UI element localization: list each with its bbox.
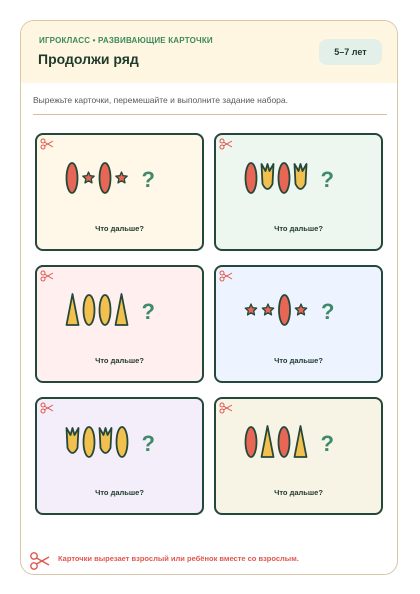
pattern-card[interactable] bbox=[214, 397, 383, 515]
card-caption: Что дальше? bbox=[274, 356, 323, 365]
yellow-oval-shape bbox=[84, 427, 95, 457]
red-oval-shape bbox=[279, 295, 290, 325]
yellow-triangle-shape bbox=[262, 426, 274, 457]
scissors-icon bbox=[29, 551, 51, 571]
footer-note: Карточки вырезает взрослый или ребёнок вместе со взрослым. bbox=[58, 554, 299, 563]
yellow-oval-shape bbox=[100, 295, 111, 325]
yellow-triangle-shape bbox=[295, 426, 307, 457]
question-mark: ? bbox=[141, 431, 155, 456]
question-mark: ? bbox=[320, 431, 334, 456]
worksheet bbox=[20, 20, 398, 575]
red-oval-shape bbox=[67, 163, 78, 193]
yellow-tulip-shape bbox=[262, 164, 274, 189]
card-caption: Что дальше? bbox=[95, 488, 144, 497]
header bbox=[21, 21, 397, 83]
question-mark: ? bbox=[321, 299, 335, 324]
yellow-tulip-shape bbox=[295, 164, 307, 189]
red-star-shape bbox=[245, 304, 256, 315]
yellow-triangle-shape bbox=[67, 294, 79, 325]
red-star-shape bbox=[295, 304, 306, 315]
pattern-card[interactable] bbox=[214, 265, 383, 383]
red-oval-shape bbox=[279, 163, 290, 193]
pattern-card[interactable] bbox=[35, 397, 204, 515]
yellow-oval-shape bbox=[117, 427, 128, 457]
instruction-text: Вырежьте карточки, перемешайте и выполните задание набора. bbox=[33, 95, 288, 105]
card-caption: Что дальше? bbox=[274, 488, 323, 497]
page-title: Продолжи ряд bbox=[38, 51, 139, 67]
brand-label: ИГРОКЛАСС • РАЗВИВАЮЩИЕ КАРТОЧКИ bbox=[39, 36, 213, 45]
question-mark: ? bbox=[141, 167, 155, 192]
pattern-card[interactable] bbox=[35, 133, 204, 251]
red-star-shape bbox=[116, 172, 127, 183]
card-caption: Что дальше? bbox=[95, 356, 144, 365]
question-mark: ? bbox=[320, 167, 334, 192]
red-oval-shape bbox=[246, 427, 257, 457]
age-badge: 5–7 лет bbox=[319, 39, 382, 65]
red-oval-shape bbox=[246, 163, 257, 193]
yellow-oval-shape bbox=[84, 295, 95, 325]
pattern-card[interactable] bbox=[35, 265, 204, 383]
pattern-card[interactable] bbox=[214, 133, 383, 251]
yellow-tulip-shape bbox=[100, 428, 112, 453]
yellow-triangle-shape bbox=[116, 294, 128, 325]
red-oval-shape bbox=[100, 163, 111, 193]
divider bbox=[33, 114, 387, 115]
red-star-shape bbox=[83, 172, 94, 183]
yellow-tulip-shape bbox=[67, 428, 79, 453]
card-caption: Что дальше? bbox=[274, 224, 323, 233]
red-star-shape bbox=[262, 304, 273, 315]
question-mark: ? bbox=[141, 299, 155, 324]
red-oval-shape bbox=[279, 427, 290, 457]
card-caption: Что дальше? bbox=[95, 224, 144, 233]
